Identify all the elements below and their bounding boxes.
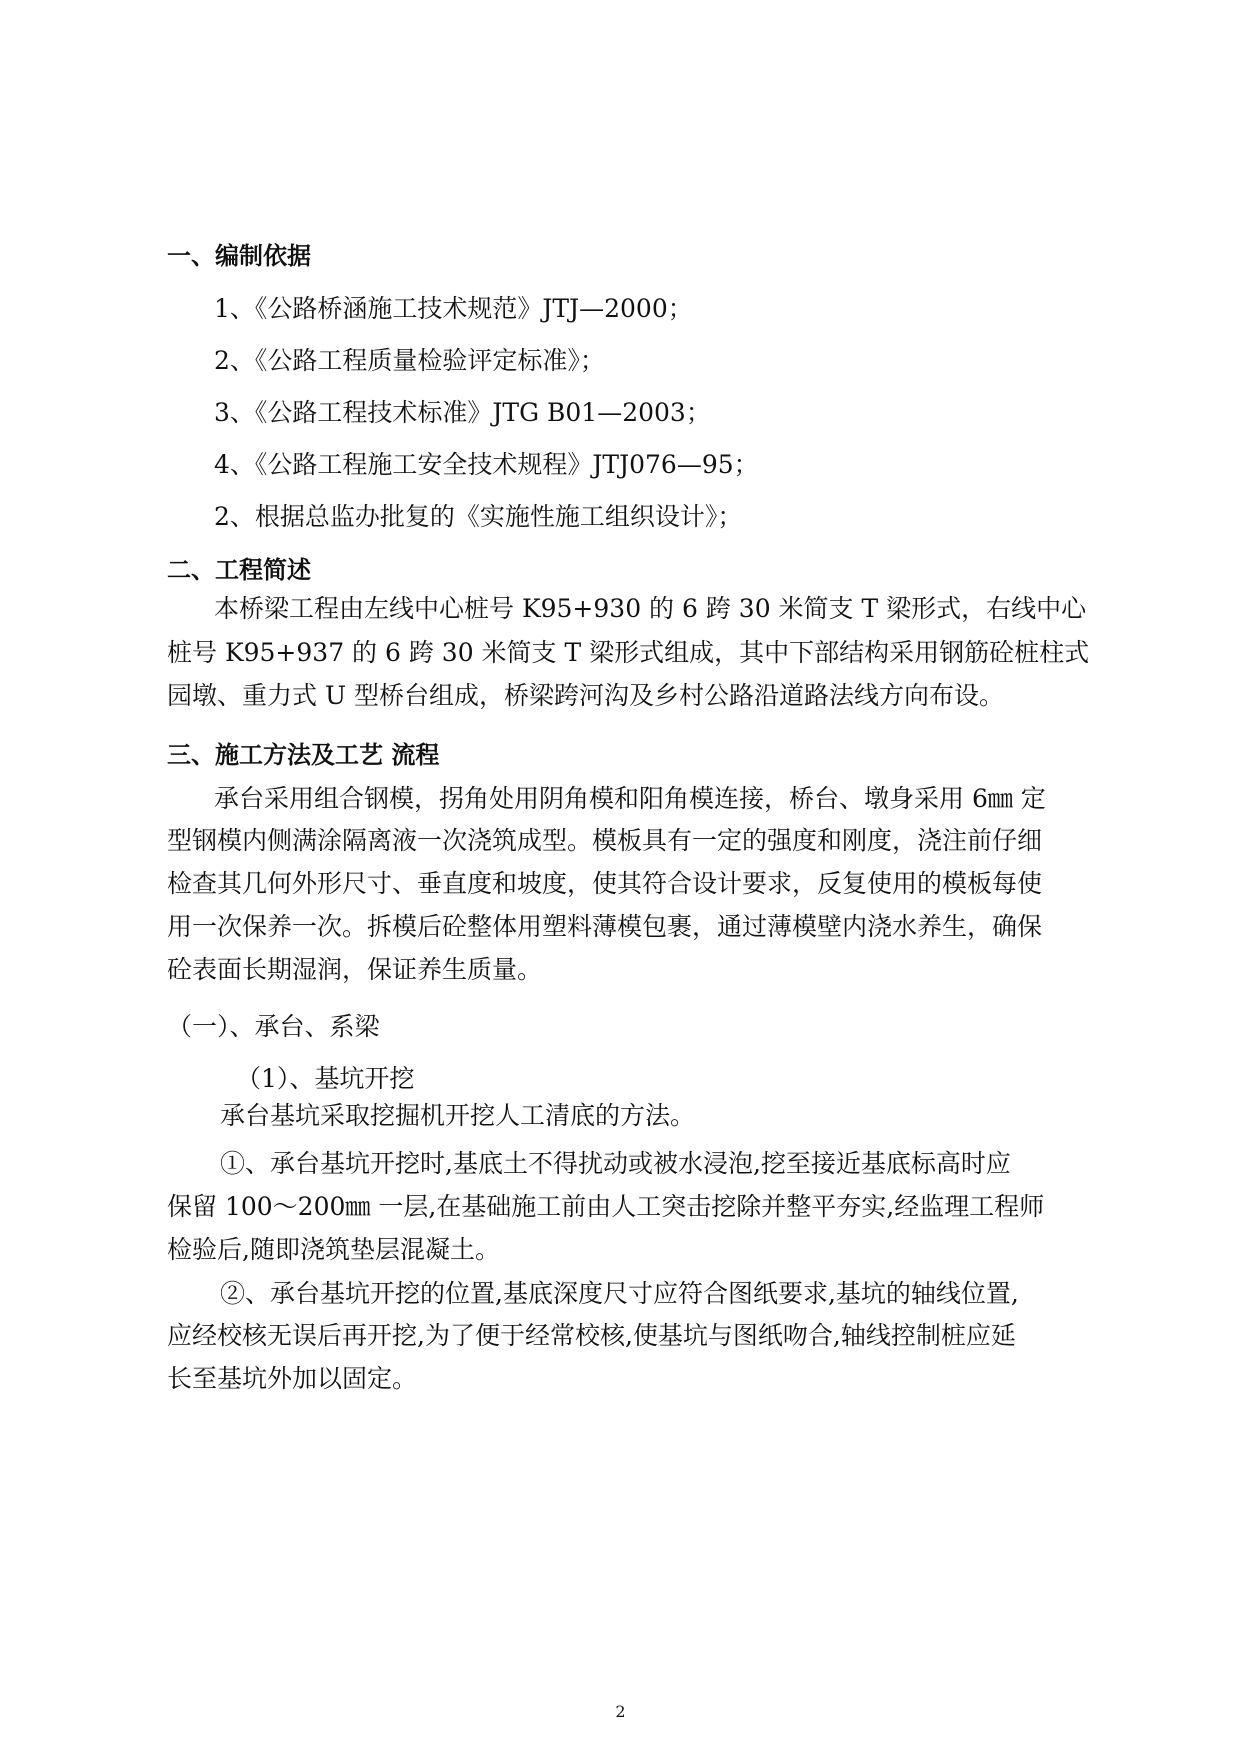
excavation-p2-line-1: ②、承台基坑开挖的位置,基底深度尺寸应符合图纸要求,基坑的轴线位置, — [220, 1279, 1019, 1308]
excavation-p1-line-3: 检验后,随即浇筑垫层混凝土。 — [167, 1235, 500, 1264]
method-line-2: 型钢模内侧满涂隔离液一次浇筑成型。模板具有一定的强度和刚度，浇注前仔细 — [167, 826, 1043, 855]
method-line-1: 承台采用组合钢模，拐角处用阴角模和阳角模连接，桥台、墩身采用 6㎜ 定 — [214, 784, 1046, 813]
basis-item-3: 3、《公路工程技术标准》JTG B01—2003； — [214, 398, 711, 427]
basis-item-1: 1、《公路桥涵施工技术规范》JTJ—2000； — [214, 294, 693, 323]
overview-line-3: 园墩、重力式 U 型桥台组成，桥梁跨河沟及乡村公路沿道路法线方向布设。 — [167, 681, 1004, 710]
excavation-intro: 承台基坑采取挖掘机开挖人工清底的方法。 — [220, 1101, 696, 1130]
excavation-p2-line-3: 长至基坑外加以固定。 — [167, 1364, 418, 1393]
excavation-p2-line-2: 应经校核无误后再开挖,为了便于经常校核,使基坑与图纸吻合,轴线控制桩应延 — [167, 1321, 1016, 1350]
excavation-p1-line-2: 保留 100～200㎜ 一层,在基础施工前由人工突击挖除并整平夯实,经监理工程师 — [167, 1192, 1045, 1221]
heading-construction-method: 三、施工方法及工艺 流程 — [167, 741, 440, 769]
excavation-p1-line-1: ①、承台基坑开挖时,基底土不得扰动或被水浸泡,挖至接近基底标高时应 — [220, 1149, 1011, 1178]
method-line-3: 检查其几何外形尺寸、垂直度和坡度，使其符合设计要求，反复使用的模板每使 — [167, 869, 1043, 898]
method-line-5: 砼表面长期湿润，保证养生质量。 — [167, 955, 543, 984]
heading-project-overview: 二、工程简述 — [167, 556, 311, 584]
method-line-4: 用一次保养一次。拆模后砼整体用塑料薄模包裹，通过薄模壁内浇水养生，确保 — [167, 912, 1043, 941]
overview-line-1: 本桥梁工程由左线中心桩号 K95+930 的 6 跨 30 米简支 T 梁形式，右线中心 — [214, 594, 1087, 623]
basis-item-4: 4、《公路工程施工安全技术规程》JTJ076—95； — [214, 450, 759, 479]
overview-line-2: 桩号 K95+937 的 6 跨 30 米简支 T 梁形式组成，其中下部结构采用钢筋砼桩柱式 — [167, 638, 1090, 667]
heading-compile-basis: 一、编制依据 — [167, 242, 311, 270]
basis-item-2: 2、《公路工程质量检验评定标准》； — [214, 346, 605, 375]
subheading-excavation: （1）、基坑开挖 — [236, 1064, 415, 1093]
page-number: 2 — [615, 1702, 626, 1721]
basis-item-5: 2、根据总监办批复的《实施性施工组织设计》； — [214, 502, 743, 531]
subheading-pile-cap: （一）、承台、系梁 — [167, 1012, 380, 1041]
